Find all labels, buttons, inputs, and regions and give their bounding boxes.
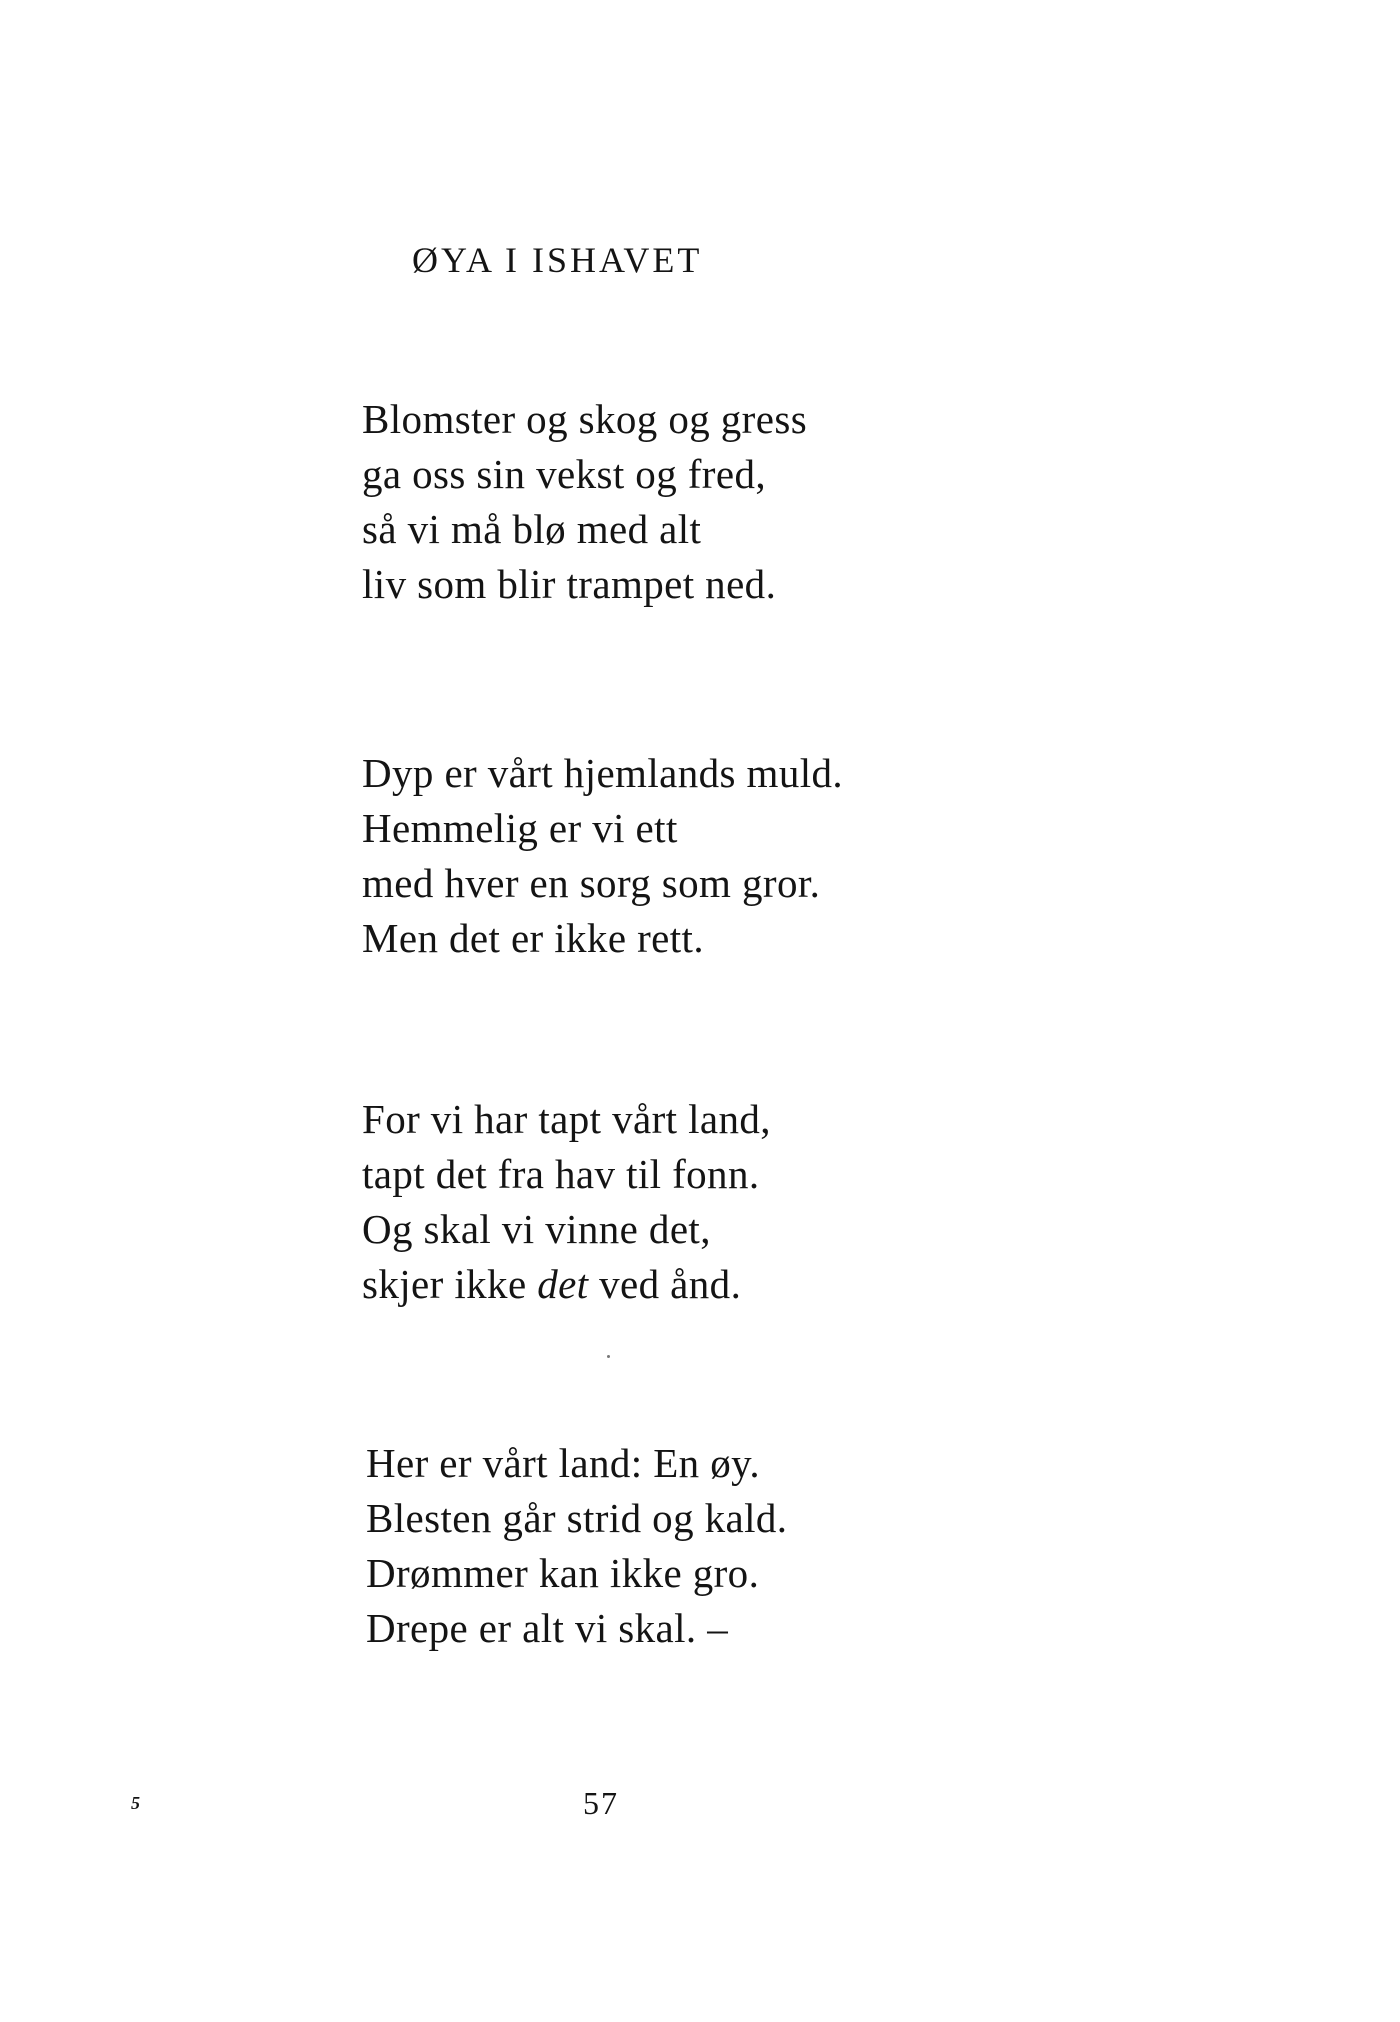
margin-signature-mark: 5 — [131, 1793, 140, 1813]
emphasized-word: det — [537, 1261, 589, 1307]
verse-line: ga oss sin vekst og fred, — [362, 451, 767, 497]
verse-line: Hemmelig er vi ett — [362, 805, 678, 851]
verse-line: Her er vårt land: En øy. — [366, 1440, 761, 1486]
verse-line: Dyp er vårt hjemlands muld. — [362, 750, 844, 796]
stanza-2 — [362, 746, 843, 966]
verse-line: Drepe er alt vi skal. – — [366, 1605, 729, 1651]
poem-title: ØYA I ISHAVET — [412, 240, 703, 280]
stanza-1 — [362, 392, 807, 612]
verse-text: skjer ikke — [362, 1261, 538, 1307]
verse-line: så vi må blø med alt — [362, 506, 702, 552]
print-speck — [607, 1355, 610, 1358]
verse-line: Men det er ikke rett. — [362, 915, 704, 961]
stanza-4 — [366, 1436, 787, 1656]
page-number: 57 — [583, 1785, 619, 1821]
verse-line: liv som blir trampet ned. — [362, 561, 777, 607]
verse-line: Og skal vi vinne det, — [362, 1206, 711, 1252]
verse-line: Drømmer kan ikke gro. — [366, 1550, 760, 1596]
verse-line — [362, 1257, 771, 1312]
verse-line: med hver en sorg som gror. — [362, 860, 821, 906]
verse-line: tapt det fra hav til fonn. — [362, 1151, 760, 1197]
verse-line: For vi har tapt vårt land, — [362, 1096, 771, 1142]
verse-text: ved ånd. — [588, 1261, 742, 1307]
stanza-3 — [362, 1092, 771, 1312]
verse-line: Blomster og skog og gress — [362, 396, 808, 442]
verse-line: Blesten går strid og kald. — [366, 1495, 788, 1541]
